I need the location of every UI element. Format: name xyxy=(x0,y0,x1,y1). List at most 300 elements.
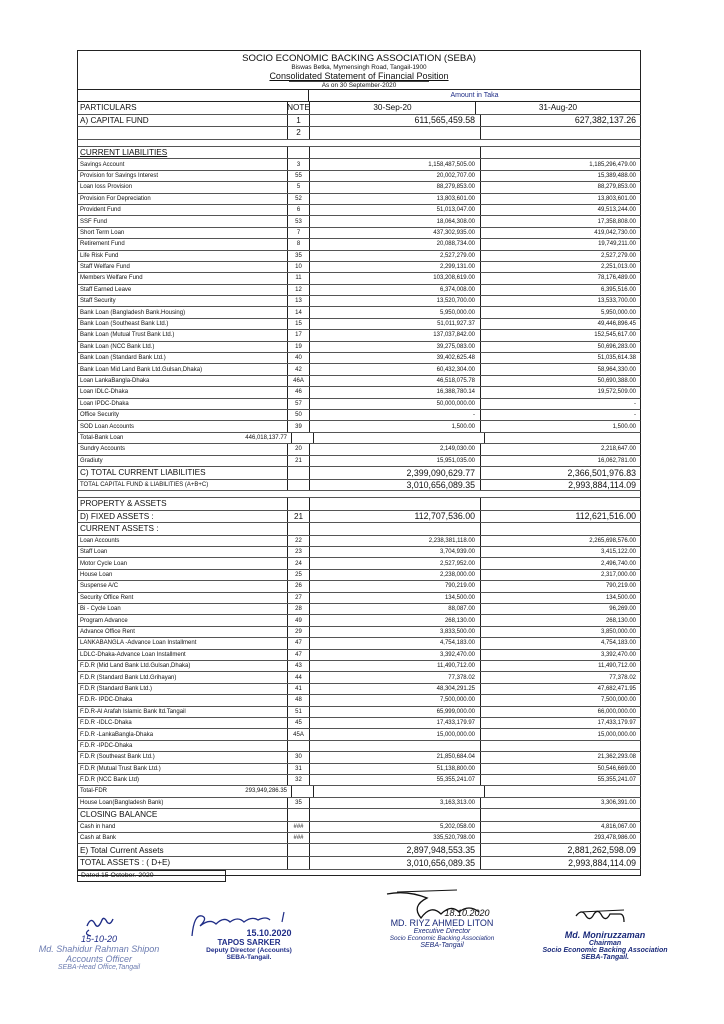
amount-previous-cell: 790,219.00 xyxy=(605,583,636,590)
amount-current-cell: 3,833,500.00 xyxy=(310,627,481,637)
table-row xyxy=(77,684,641,695)
particular-label: Bank Loan (Mutual Trust Bank Ltd.) xyxy=(80,332,175,339)
note-cell: 13 xyxy=(288,296,310,306)
table-row xyxy=(77,467,641,480)
amount-previous-cell xyxy=(485,433,640,443)
table-row xyxy=(77,809,641,822)
table-row xyxy=(77,695,641,706)
particular-cell xyxy=(78,593,288,603)
table-row xyxy=(77,228,641,239)
amount-caption: Amount in Taka xyxy=(450,92,499,99)
amount-previous-cell: 96,269.00 xyxy=(609,606,636,613)
amount-current-cell: 2,897,948,553.35 xyxy=(310,844,481,856)
amount-previous-cell xyxy=(481,523,640,535)
particular-label: LANKABANGLA -Advance Loan Installment xyxy=(80,640,197,647)
particular-cell xyxy=(78,228,288,238)
note-cell: 22 xyxy=(288,536,310,546)
particular-cell xyxy=(78,604,288,614)
amount-previous-cell: 50,696,283.00 xyxy=(597,343,636,350)
note-cell: 15 xyxy=(288,319,310,329)
amount-previous-cell: 66,000,000.00 xyxy=(597,708,636,715)
amount-current-cell: 51,138,800.00 xyxy=(310,764,481,774)
amount-current-cell: 1,500.00 xyxy=(310,421,481,431)
amount-previous-cell: 17,358,808.00 xyxy=(597,218,636,225)
particular-cell xyxy=(78,353,288,363)
amount-previous-cell: 2,496,740.00 xyxy=(600,560,636,567)
particular-label: Bank Loan (Southeast Bank Ltd.) xyxy=(80,321,169,328)
table-row xyxy=(77,444,641,455)
particular-label: Cash at Bank xyxy=(80,835,117,842)
particular-label: Motor Cycle Loan xyxy=(80,560,128,567)
particular-cell xyxy=(78,786,292,796)
note-cell: 20 xyxy=(288,444,310,454)
note-cell xyxy=(288,467,310,479)
particular-label: Bank Loan (Bangladesh Bank.Housing) xyxy=(80,309,186,316)
particular-cell xyxy=(78,650,288,660)
table-row xyxy=(77,822,641,833)
table-row xyxy=(77,262,641,273)
note-cell: 55 xyxy=(288,171,310,181)
subtotal-value: 293,949,286.35 xyxy=(245,788,287,795)
amount-previous-cell: 2,993,884,114.09 xyxy=(568,479,636,490)
particular-cell xyxy=(78,159,288,169)
particular-cell xyxy=(78,216,288,226)
signature-date-1: 15-10-20 xyxy=(80,934,118,944)
amount-previous-cell: 268,130.00 xyxy=(605,617,636,624)
table-row xyxy=(77,672,641,683)
particular-cell xyxy=(78,581,288,591)
amount-previous-cell: 50,690,388.00 xyxy=(597,377,636,384)
table-row xyxy=(77,638,641,649)
amount-previous-cell: 13,803,601.00 xyxy=(597,195,636,202)
amount-previous-cell: 6,395,516.00 xyxy=(600,286,636,293)
table-row xyxy=(77,421,641,432)
particular-cell xyxy=(78,684,288,694)
table-row xyxy=(77,353,641,364)
particular-cell xyxy=(78,707,288,717)
amount-previous-cell xyxy=(481,498,640,510)
signer-role-1: Accounts Officer xyxy=(65,954,133,964)
particular-label: House Loan xyxy=(80,572,113,579)
table-row xyxy=(77,387,641,398)
particular-cell xyxy=(78,638,288,648)
particular-cell xyxy=(78,695,288,705)
particular-label: Staff Welfare Fund xyxy=(80,264,130,271)
particular-cell xyxy=(78,296,288,306)
particular-cell xyxy=(78,822,288,832)
signature-scribble-4 xyxy=(570,904,640,930)
signer-name-1: Md. Shahidur Rahman Shipon xyxy=(38,944,160,954)
table-row xyxy=(77,376,641,387)
amount-previous-cell: 49,446,896.45 xyxy=(597,321,636,328)
amount-current-cell: 2,527,279.00 xyxy=(310,251,481,261)
amount-current-cell: 103,208,619.00 xyxy=(310,273,481,283)
note-cell xyxy=(288,498,310,510)
amount-current-cell: 30-Sep-20 xyxy=(310,102,476,114)
particular-cell xyxy=(78,444,288,454)
particular-cell xyxy=(78,729,288,739)
amount-current-cell: 2,299,131.00 xyxy=(310,262,481,272)
table-row xyxy=(77,171,641,182)
particular-cell xyxy=(78,410,288,420)
particular-cell xyxy=(78,775,288,785)
table-row xyxy=(77,593,641,604)
amount-current-cell: 15,000,000.00 xyxy=(310,729,481,739)
table-row xyxy=(77,251,641,262)
particular-cell xyxy=(78,798,288,808)
note-cell: 2 xyxy=(288,127,310,139)
table-row xyxy=(77,764,641,775)
amount-previous-cell: 134,500.00 xyxy=(605,594,636,601)
table-row xyxy=(77,615,641,626)
amount-current-cell: 60,432,304.00 xyxy=(310,364,481,374)
particular-cell xyxy=(78,480,288,490)
amount-previous-cell: 19,572,509.00 xyxy=(597,389,636,396)
particular-label: A) CAPITAL FUND xyxy=(80,115,149,125)
amount-previous-cell: 419,042,730.00 xyxy=(594,229,636,236)
particular-cell xyxy=(78,809,288,821)
note-cell: 44 xyxy=(288,672,310,682)
amount-current-cell: 268,130.00 xyxy=(310,615,481,625)
particular-label: Provision For Depreciation xyxy=(80,195,151,202)
amount-previous-cell xyxy=(481,741,640,751)
particular-cell xyxy=(78,399,288,409)
signer-role-3: Executive Director xyxy=(413,928,471,935)
amount-previous-cell: 2,881,262,598.09 xyxy=(567,845,636,856)
note-cell: 42 xyxy=(288,364,310,374)
note-cell: 57 xyxy=(288,399,310,409)
amount-current-cell: 20,002,707.00 xyxy=(310,171,481,181)
amount-previous-cell: 47,682,471.95 xyxy=(597,685,636,692)
table-row xyxy=(77,498,641,511)
table-row xyxy=(77,536,641,547)
note-cell xyxy=(288,147,310,159)
particular-cell xyxy=(78,433,292,443)
amount-current-cell: - xyxy=(310,410,481,420)
amount-current-cell: 3,163,313.00 xyxy=(310,798,481,808)
table-row xyxy=(77,182,641,193)
note-cell: 27 xyxy=(288,593,310,603)
amount-previous-cell: 1,500.00 xyxy=(612,423,636,430)
particular-label: C) TOTAL CURRENT LIABILITIES xyxy=(80,468,206,478)
note-cell: 35 xyxy=(288,798,310,808)
particular-cell xyxy=(78,536,288,546)
amount-current-cell: 2,149,030.00 xyxy=(310,444,481,454)
particular-label: D) FIXED ASSETS : xyxy=(80,511,154,521)
signature-deputy-director xyxy=(174,906,324,961)
particular-cell xyxy=(78,273,288,283)
amount-previous-cell: 78,176,489.00 xyxy=(597,275,636,282)
particular-cell xyxy=(78,718,288,728)
table-row xyxy=(77,239,641,250)
amount-previous-cell: 3,306,391.00 xyxy=(600,799,636,806)
note-cell: 35 xyxy=(288,251,310,261)
note-cell: 43 xyxy=(288,661,310,671)
amount-previous-cell xyxy=(481,147,640,159)
table-row xyxy=(77,285,641,296)
note-cell xyxy=(288,741,310,751)
signer-role-4: Chairman xyxy=(588,940,622,947)
particular-label: Sundry Accounts xyxy=(80,446,126,453)
amount-previous-cell xyxy=(485,786,640,796)
signer-name-3: MD. RIYZ AHMED LITON xyxy=(390,918,494,928)
note-cell: 7 xyxy=(288,228,310,238)
amount-current-cell xyxy=(310,741,481,751)
amount-previous-cell: 51,035,614.38 xyxy=(597,355,636,362)
amount-previous-cell: 15,389,488.00 xyxy=(597,172,636,179)
amount-current-cell: 77,378.02 xyxy=(310,672,481,682)
table-row xyxy=(77,707,641,718)
note-cell: 23 xyxy=(288,547,310,557)
note-cell: 11 xyxy=(288,273,310,283)
amount-current-cell: 88,279,853.00 xyxy=(310,182,481,192)
particular-label: Staff Loan xyxy=(80,549,108,556)
particular-label: TOTAL CAPITAL FUND & LIABILITIES (A+B+C) xyxy=(80,481,209,488)
table-row xyxy=(77,798,641,809)
dated-label: Dated.15 October.-2020 xyxy=(77,870,226,882)
amount-current-cell: 1,158,487,505.00 xyxy=(310,159,481,169)
amount-previous-cell: 2,317,000.00 xyxy=(600,572,636,579)
table-row xyxy=(77,399,641,410)
amount-previous-cell: 3,392,470.00 xyxy=(600,651,636,658)
financial-statement xyxy=(77,50,641,876)
particular-cell xyxy=(78,833,288,843)
particular-label: Loan Accounts xyxy=(80,537,120,544)
particular-cell xyxy=(78,239,288,249)
amount-current-cell: 48,304,291.25 xyxy=(310,684,481,694)
amount-previous-cell: 2,366,501,976.83 xyxy=(567,467,636,478)
note-cell: 12 xyxy=(288,285,310,295)
note-cell: 46 xyxy=(288,387,310,397)
amount-current-cell: 3,392,470.00 xyxy=(310,650,481,660)
table-row xyxy=(77,718,641,729)
particular-label: Security Office Rent xyxy=(80,594,134,601)
note-cell xyxy=(288,480,310,490)
table-row xyxy=(77,786,641,797)
amount-current-cell: 16,388,780.14 xyxy=(310,387,481,397)
note-cell xyxy=(288,809,310,821)
particular-label: Total-Bank Loan xyxy=(80,434,124,441)
amount-current-cell: 21,850,684.04 xyxy=(310,752,481,762)
table-row xyxy=(77,511,641,524)
amount-current-cell: 790,219.00 xyxy=(310,581,481,591)
particular-cell xyxy=(78,102,288,114)
table-row xyxy=(77,102,641,115)
amount-previous-cell xyxy=(481,127,640,139)
table-row xyxy=(77,752,641,763)
amount-current-cell: 46,518,075.78 xyxy=(310,376,481,386)
amount-previous-cell: 16,062,781.00 xyxy=(597,457,636,464)
note-cell xyxy=(288,523,310,535)
note-cell: 40 xyxy=(288,353,310,363)
amount-current-cell: 2,399,090,629.77 xyxy=(310,467,481,479)
table-row xyxy=(77,216,641,227)
note-cell: 19 xyxy=(288,342,310,352)
amount-current-cell: 7,500,000.00 xyxy=(310,695,481,705)
amount-current-cell xyxy=(314,786,485,796)
amount-current-cell: 5,950,000.00 xyxy=(310,307,481,317)
table-row xyxy=(77,127,641,140)
amount-current-cell: 437,302,935.00 xyxy=(310,228,481,238)
table-row xyxy=(77,205,641,216)
signature-executive-director xyxy=(362,886,522,949)
note-cell: 47 xyxy=(288,638,310,648)
table-row xyxy=(77,342,641,353)
signer-name-2: TAPOS SARKER xyxy=(217,938,281,947)
signer-name-4: Md. Moniruzzaman xyxy=(564,930,646,940)
particular-cell xyxy=(78,387,288,397)
amount-previous-cell: 21,362,293.08 xyxy=(597,754,636,761)
table-row xyxy=(77,844,641,857)
table-row xyxy=(77,296,641,307)
amount-previous-cell: 5,950,000.00 xyxy=(600,309,636,316)
table-row xyxy=(77,159,641,170)
particular-cell xyxy=(78,421,288,431)
table-row xyxy=(77,581,641,592)
note-cell: 10 xyxy=(288,262,310,272)
amount-current-cell xyxy=(310,523,481,535)
particular-label: Loan IDLC-Dhaka xyxy=(80,389,129,396)
note-cell: 29 xyxy=(288,627,310,637)
amount-previous-cell: 31-Aug-20 xyxy=(538,103,578,113)
as-on-date: As on 30 September-2020 xyxy=(289,81,429,89)
note-cell: 50 xyxy=(288,410,310,420)
signer-org2-4: SEBA-Tangail. xyxy=(581,954,629,961)
particular-label: Loan LankaBangla-Dhaka xyxy=(80,377,150,384)
note-cell: 28 xyxy=(288,604,310,614)
amount-current-cell: 3,010,656,089.35 xyxy=(310,857,481,869)
amount-current-cell: 134,500.00 xyxy=(310,593,481,603)
amount-current-cell: 3,010,656,089.35 xyxy=(310,480,481,490)
note-cell: 21 xyxy=(288,511,310,523)
note-cell: 52 xyxy=(288,194,310,204)
particular-cell xyxy=(78,661,288,671)
particular-cell xyxy=(78,127,288,139)
amount-current-cell: 2,238,381,118.00 xyxy=(310,536,481,546)
note-cell: 41 xyxy=(288,684,310,694)
particular-cell xyxy=(78,115,288,127)
particular-label: Savings Account xyxy=(80,161,125,168)
particular-cell xyxy=(78,319,288,329)
particular-cell xyxy=(78,330,288,340)
amount-current-cell: 5,202,058.00 xyxy=(310,822,481,832)
particular-label: PARTICULARS xyxy=(80,103,137,113)
org-address: Biswas Betka, Mymensingh Road, Tangail-1900 xyxy=(291,64,427,71)
statement-header xyxy=(77,50,641,90)
table-row xyxy=(77,650,641,661)
amount-previous-cell: 3,415,122.00 xyxy=(600,549,636,556)
particular-label: F.D.R- IPDC-Dhaka xyxy=(80,697,133,704)
particular-label: CLOSING BALANCE xyxy=(80,810,158,820)
particular-cell xyxy=(78,342,288,352)
amount-previous-cell: 55,355,241.07 xyxy=(597,777,636,784)
particular-cell xyxy=(78,376,288,386)
note-cell: 5 xyxy=(288,182,310,192)
amount-previous-cell: 49,513,244.00 xyxy=(597,207,636,214)
signature-date-3: 18.10.2020 xyxy=(444,908,490,918)
table-row xyxy=(77,857,641,870)
amount-current-cell: 112,707,536.00 xyxy=(310,511,481,523)
amount-previous-cell: 4,754,183.00 xyxy=(600,640,636,647)
table-row xyxy=(77,319,641,330)
particular-label: Life Risk Fund xyxy=(80,252,119,259)
amount-previous-cell: 19,749,211.00 xyxy=(598,241,636,248)
particular-cell xyxy=(78,627,288,637)
amount-previous-cell xyxy=(481,809,640,821)
particular-label: F.D.R (Standard Bank Ltd.Grihayan) xyxy=(80,674,177,681)
amount-current-cell: 39,275,083.00 xyxy=(310,342,481,352)
particular-label: Short Term Loan xyxy=(80,229,125,236)
amount-current-cell: 611,565,459.58 xyxy=(310,115,481,127)
particular-label: F.D.R -LankaBangla-Dhaka xyxy=(80,731,154,738)
particular-label: CURRENT ASSETS : xyxy=(80,524,159,534)
amount-current-cell xyxy=(314,433,485,443)
table-row xyxy=(77,364,641,375)
table-row xyxy=(77,627,641,638)
amount-current-cell: 13,803,601.00 xyxy=(310,194,481,204)
particular-label: Retirement Fund xyxy=(80,241,125,248)
particular-cell xyxy=(78,672,288,682)
particular-cell xyxy=(78,194,288,204)
particular-label: F.D.R (Mutual Trust Bank Ltd.) xyxy=(80,765,161,772)
particular-cell xyxy=(78,741,288,751)
org-name: SOCIO ECONOMIC BACKING ASSOCIATION (SEBA) xyxy=(242,53,476,64)
amount-current-cell: 65,999,000.00 xyxy=(310,707,481,717)
amount-previous-cell: 2,251,013.00 xyxy=(600,264,636,271)
table-row xyxy=(77,147,641,160)
amount-current-cell: 18,064,308.00 xyxy=(310,216,481,226)
particular-cell xyxy=(78,511,288,523)
amount-previous-cell: - xyxy=(634,400,636,407)
amount-previous-cell: 77,378.02 xyxy=(609,674,636,681)
particular-cell xyxy=(78,498,288,510)
particular-cell xyxy=(78,364,288,374)
spacer-row xyxy=(77,491,641,498)
amount-current-cell: 11,490,712.00 xyxy=(310,661,481,671)
particular-cell xyxy=(78,205,288,215)
particular-cell xyxy=(78,844,288,856)
table-row xyxy=(77,547,641,558)
signature-date-2: 15.10.2020 xyxy=(246,928,292,938)
particular-label: Cash in hand xyxy=(80,823,116,830)
table-row xyxy=(77,775,641,786)
signer-org-4: Socio Economic Backing Association xyxy=(542,947,668,954)
signature-chairman xyxy=(530,904,680,961)
note-cell: 53 xyxy=(288,216,310,226)
particular-label: Total-FDR xyxy=(80,788,108,795)
table-row xyxy=(77,115,641,128)
signer-org-1: SEBA-Head Office,Tangail xyxy=(57,964,141,971)
table-row xyxy=(77,661,641,672)
signature-accounts-officer xyxy=(24,910,174,971)
table-row xyxy=(77,570,641,581)
table-row xyxy=(77,480,641,491)
particular-cell xyxy=(78,523,288,535)
table-row xyxy=(77,604,641,615)
particular-cell xyxy=(78,285,288,295)
particular-label: Provident Fund xyxy=(80,207,121,214)
note-cell: 21 xyxy=(288,456,310,466)
note-cell: 48 xyxy=(288,695,310,705)
amount-current-cell xyxy=(310,127,481,139)
note-cell: 25 xyxy=(288,570,310,580)
signer-org-3: Socio Economic Backing Association xyxy=(389,935,495,942)
amount-previous-cell: 3,850,000.00 xyxy=(600,629,636,635)
note-cell: 32 xyxy=(288,775,310,785)
particular-label: PROPERTY & ASSETS xyxy=(80,499,167,509)
signer-role-2: Deputy Director (Accounts) xyxy=(206,947,292,954)
note-cell xyxy=(292,433,314,443)
